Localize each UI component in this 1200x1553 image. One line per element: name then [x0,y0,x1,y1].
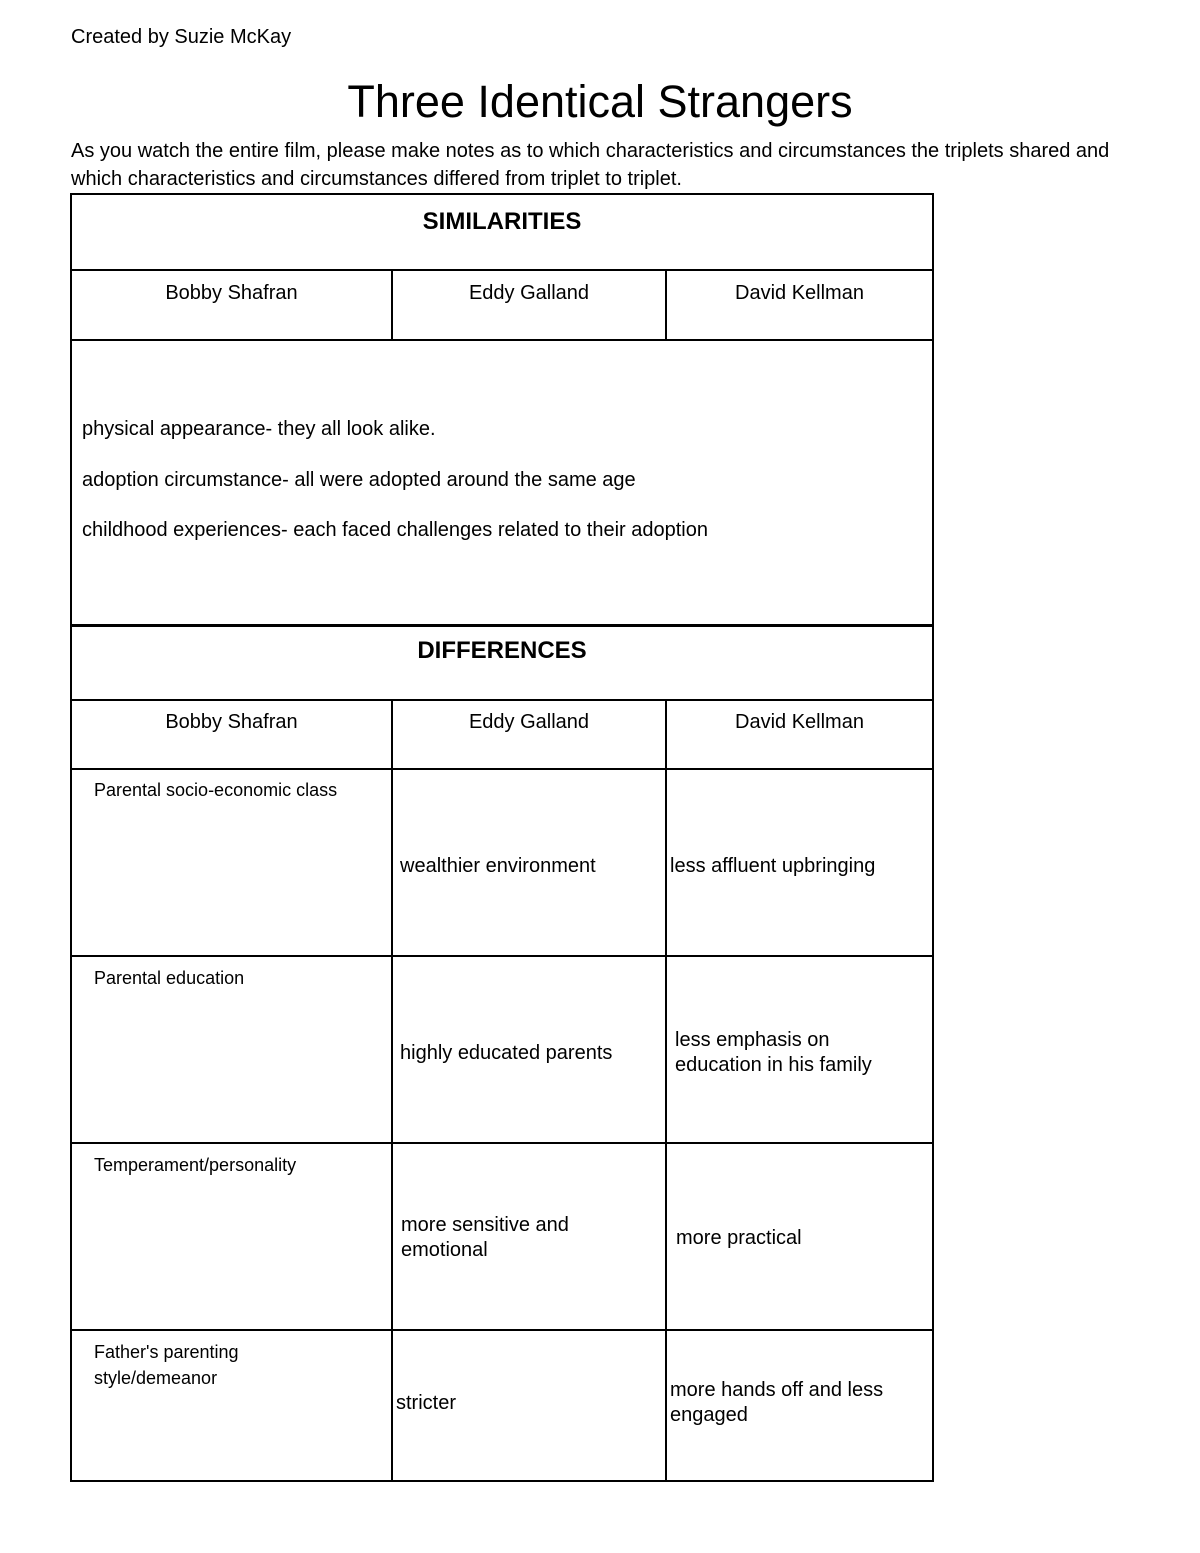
divider [70,955,934,957]
cell-eddy-parental-education: highly educated parents [400,1042,613,1064]
divider [70,768,934,770]
similarity-note: adoption circumstance- all were adopted around the same age [82,469,636,491]
similarity-note: physical appearance- they all look alike. [82,418,436,440]
divider [70,1329,934,1331]
cell-eddy-temperament: more sensitive and emotional [401,1214,569,1261]
divider [70,624,934,627]
cell-david-temperament: more practical [676,1227,802,1249]
column-header-eddy: Eddy Galland [468,711,590,733]
divider [70,1142,934,1144]
column-header-david: David Kellman [735,282,864,304]
author-credit: Created by Suzie McKay [71,26,292,48]
cell-david-father-parenting: more hands off and less engaged [670,1379,884,1426]
row-label-socio-economic: Parental socio-economic class [94,780,338,800]
row-label-temperament: Temperament/personality [94,1155,297,1175]
cell-david-parental-education: less emphasis on education in his family [675,1029,872,1076]
cell-david-socio-economic: less affluent upbringing [670,855,876,877]
similarities-title: SIMILARITIES [422,208,582,235]
divider [665,269,667,341]
divider [391,699,393,1482]
column-header-david: David Kellman [735,711,864,733]
cell-eddy-father-parenting: stricter [396,1392,456,1414]
divider [391,269,393,341]
row-label-parental-education: Parental education [94,968,245,988]
differences-title: DIFFERENCES [417,637,587,664]
divider [70,339,934,341]
divider [665,699,667,1482]
cell-eddy-socio-economic: wealthier environment [400,855,596,877]
similarity-note: childhood experiences- each faced challenges related to their adoption [82,519,708,541]
column-header-bobby: Bobby Shafran [165,711,298,733]
divider [70,269,934,271]
instructions: As you watch the entire film, please make notes as to which characteristics and circumstances the triplets shared and which characteristics and circumstances differed from triplet to triplet. [71,140,1110,190]
divider [70,699,934,701]
column-header-eddy: Eddy Galland [468,282,590,304]
page-title: Three Identical Strangers [347,76,853,127]
column-header-bobby: Bobby Shafran [165,282,298,304]
row-label-father-parenting: Father's parenting style/demeanor [94,1342,239,1388]
worksheet-table [70,193,934,1482]
